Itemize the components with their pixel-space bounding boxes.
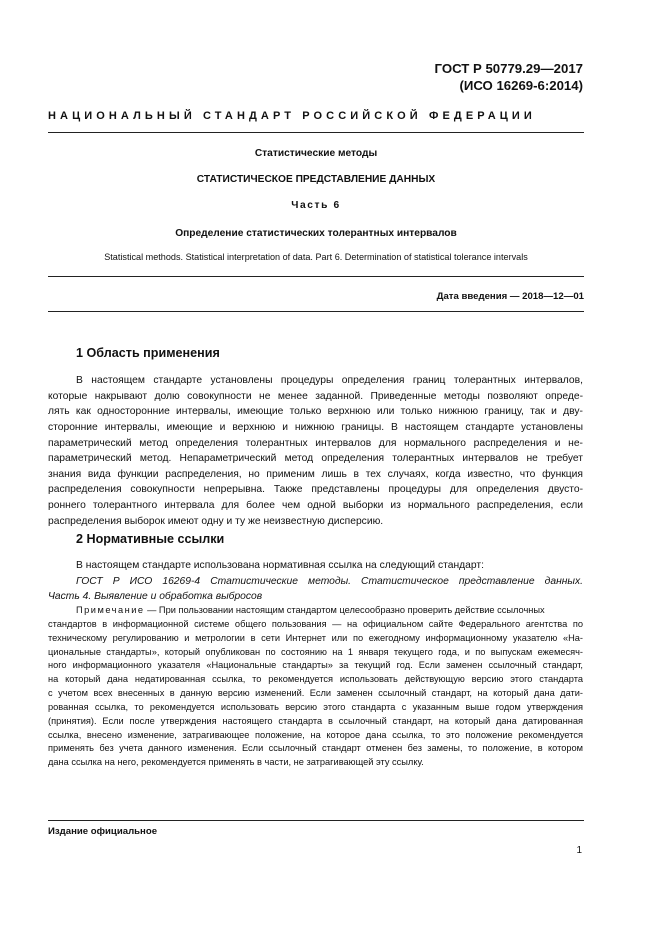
page-number: 1 [576,845,582,856]
body-line: В настоящем стандарте установлены процедуры определения границ толерантных интервалов, [76,375,583,386]
note-line: стандартов в информационной системе общего пользования — на официальном сайте Федерального агентства по [48,618,583,629]
header-rule [48,132,584,133]
note-label: Примечание [76,605,145,615]
english-title: Statistical methods. Statistical interpretation of data. Part 6. Determination of statistical tolerance intervals [104,252,528,262]
body-line: роннего толерантного интервала для более чем одной выборки из нормального распределения, если [48,500,583,512]
body-line: которые накрывают долю совокупности не менее заданной. Приведенные методы позволяют опреде- [48,390,583,402]
body-line: знания вида функции распределения, но применим лишь в тех случаях, когда известно, что функция [48,468,583,480]
section-2-heading: 2 Нормативные ссылки [76,532,225,546]
note-line: применять без учета данного изменения. Если ссылочный стандарт отменен без замены, то положение, в котором [48,743,583,754]
official-edition-label: Издание официальное [48,826,158,837]
part-title: Часть 6 [291,200,341,211]
effective-date: Дата введения — 2018—12—01 [436,291,584,302]
body-line: параметрический метод. Непараметрический метод определения толерантных интервалов не требует [48,453,583,465]
main-title: СТАТИСТИЧЕСКОЕ ПРЕДСТАВЛЕНИЕ ДАННЫХ [196,174,436,185]
note-line: ссылка, внесено изменение, затрагивающее положение, на которое дана ссылка, то это положение рекомендуется [48,729,583,740]
iso-code: (ИСО 16269-6:2014) [459,78,583,93]
standard-code-block [435,60,583,94]
national-standard-banner: НАЦИОНАЛЬНЫЙ СТАНДАРТ РОССИЙСКОЙ ФЕДЕРАЦИИ [48,110,536,122]
note-line: с учетом всех внесенных в данную версию изменений. Если заменен ссылочный стандарт, на который дана дати- [48,688,583,699]
body-line: В настоящем стандарте использована нормативная ссылка на следующий стандарт: [76,560,484,571]
body-line: распределения совокупности непрерывна. Также представлены процедуры для определения двусто- [48,484,583,496]
section-2-body [48,558,583,605]
note-first-line [48,604,583,618]
footer-rule [48,820,584,821]
section-1-body [48,373,583,529]
note-line: ного информационного указателя «Национальные стандарты» за текущий год. Если заменен ссылочный стандарт, [48,660,583,671]
standard-code: ГОСТ Р 50779.29—2017 [434,61,583,76]
date-rule [48,311,584,312]
note-line: (принятия). Если после утверждения настоящего стандарта в ссылочный стандарт, на который дана датированная [48,715,583,726]
note-line: на который дана недатированная ссылка, то рекомендуется использовать действующую версию этого стандарта [48,674,583,685]
body-line: лять как односторонние интервалы, имеющие только верхнюю или только нижнюю границу, так и дву- [48,406,583,418]
title-rule [48,276,584,277]
note-line: техническому регулированию и метрологии в сети Интернет или по ежегодному информационному указателю «На- [48,632,583,643]
note-first-text: — При пользовании настоящим стандартом целесообразно проверить действие ссылочных [144,605,545,615]
note-line: рованная ссылка, то рекомендуется использовать версию этого стандарта с указанным выше годом утверждения [48,701,583,712]
body-line: сторонние интервалы, имеющие и верхнюю и нижнюю границы. В настоящем стандарте установлены [48,421,583,433]
body-line: распределения выборок имеют одну и ту же неизвестную дисперсию. [48,515,384,527]
section-1-heading: 1 Область применения [76,346,220,360]
note-block [48,604,583,770]
series-title: Статистические методы [254,148,378,159]
body-line: параметрический метод определения толерантных интервалов для нормального распределения и не- [48,437,583,449]
reference-line: Часть 4. Выявление и обработка выбросов [48,591,263,603]
reference-line: ГОСТ Р ИСО 16269-4 Статистические методы. Статистическое представление данных. [76,575,583,587]
note-line: циональные стандарты», который опубликован по состоянию на 1 января текущего года, и по выпускам ежемесяч- [48,646,583,657]
note-line: дана ссылка на него, рекомендуется применять в части, не затрагивающей эту ссылку. [48,757,424,768]
subtitle: Определение статистических толерантных интервалов [175,228,457,239]
